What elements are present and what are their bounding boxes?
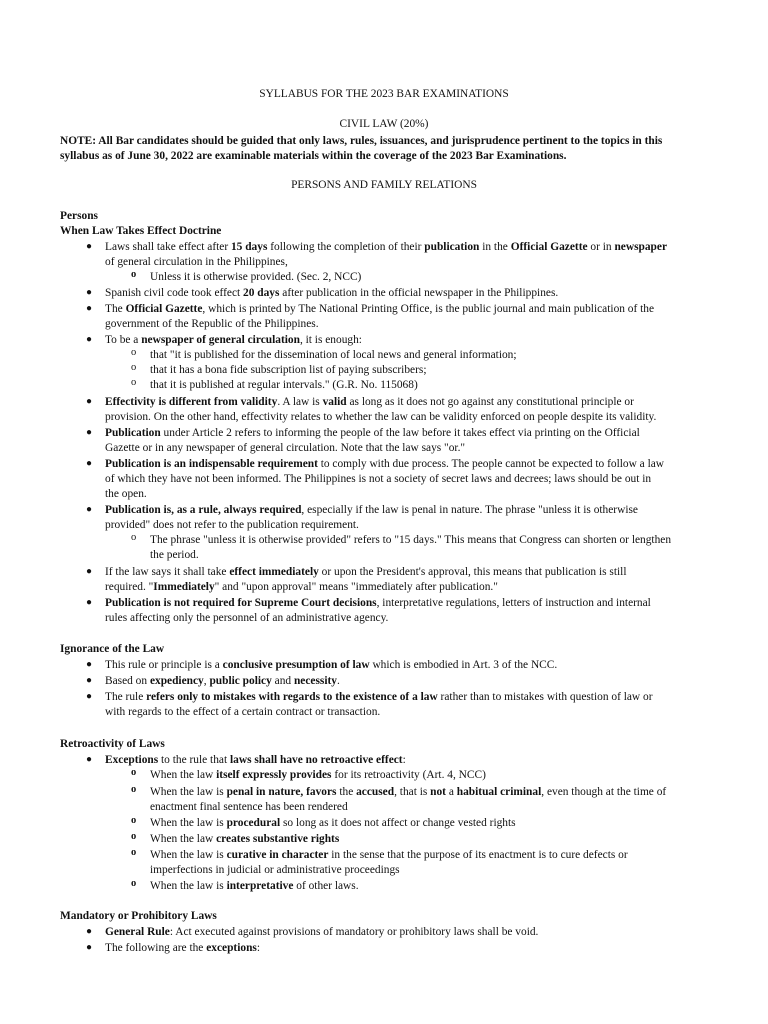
bullet-icon: ● [86, 396, 93, 407]
sub-bullet-icon: o [131, 362, 137, 373]
bullet-text: Publication under Article 2 refers to informing the people of the law before it takes effect via printing on the Official [105, 427, 640, 439]
document-title: SYLLABUS FOR THE 2023 BAR EXAMINATIONS [259, 88, 509, 100]
bullet-text-cont: of which they have not been informed. The Philippines is not a society of secret laws and decrees; laws should be out in [105, 473, 652, 485]
bullet-text-cont: provided" does not refer to the publication requirement. [105, 519, 359, 531]
subject-title: CIVIL LAW (20%) [339, 118, 429, 130]
bullet-text: This rule or principle is a conclusive presumption of law which is embodied in Art. 3 of the NCC. [105, 659, 558, 671]
sub-bullet-text: The phrase "unless it is otherwise provided" refers to "15 days." This means that Congress can shorten or lengthen [150, 534, 672, 546]
bullet-icon: ● [86, 691, 93, 702]
sub-bullet-icon: o [131, 347, 137, 358]
sub-bullet-icon: o [131, 815, 137, 826]
bullet-text: Based on expediency, public policy and necessity. [105, 675, 340, 687]
bullet-icon: ● [86, 942, 93, 953]
bullet-text: Effectivity is different from validity. A law is valid as long as it does not go against any constitutional principle or [105, 396, 634, 408]
bullet-text: Laws shall take effect after 15 days following the completion of their publication in the Official Gazette or in newspaper [105, 241, 667, 253]
ignorance-heading: Ignorance of the Law [60, 643, 165, 655]
bullet-text-cont: provision. On the other hand, effectivity relates to whether the law can be validity enforced on people despite its validity. [105, 411, 657, 423]
mandatory-heading: Mandatory or Prohibitory Laws [60, 910, 217, 922]
bullet-text: Exceptions to the rule that laws shall have no retroactive effect: [105, 754, 406, 766]
sub-bullet-icon: o [131, 831, 137, 842]
sub-bullet-icon: o [131, 847, 137, 858]
bullet-text: Publication is not required for Supreme Court decisions, interpretative regulations, letters of instruction and internal [105, 597, 651, 609]
bullet-icon: ● [86, 458, 93, 469]
note-line-2: syllabus as of June 30, 2022 are examinable materials within the coverage of the 2023 Bar Examinations. [60, 150, 567, 162]
sub-bullet-icon: o [131, 878, 137, 889]
retroactivity-heading: Retroactivity of Laws [60, 738, 165, 750]
sub-bullet-icon: o [131, 784, 137, 795]
sub-bullet-text-cont: the period. [150, 549, 199, 561]
persons-heading: Persons [60, 210, 98, 222]
sub-bullet-text-cont: enactment final sentence has been rendered [150, 801, 348, 813]
sub-bullet-text: When the law is procedural so long as it does not affect or change vested rights [150, 817, 516, 829]
bullet-icon: ● [86, 566, 93, 577]
sub-bullet-icon: o [131, 767, 137, 778]
bullet-text-cont: with regards to the effect of a certain contract or transaction. [105, 706, 381, 718]
sub-bullet-text: When the law creates substantive rights [150, 833, 340, 845]
bullet-icon: ● [86, 427, 93, 438]
sub-bullet-text: that it is published at regular intervals." (G.R. No. 115068) [150, 379, 418, 391]
bullet-text: The Official Gazette, which is printed by The National Printing Office, is the public journal and main publication of the [105, 303, 655, 315]
sub-bullet-text: When the law itself expressly provides for its retroactivity (Art. 4, NCC) [150, 769, 486, 781]
bullet-icon: ● [86, 659, 93, 670]
bullet-text: The rule refers only to mistakes with regards to the existence of a law rather than to mistakes with question of law or [105, 691, 653, 703]
sub-bullet-text: When the law is penal in nature, favors the accused, that is not a habitual criminal, even though at the time of [150, 786, 667, 798]
bullet-text-cont: the open. [105, 488, 147, 500]
bullet-text-cont: Gazette or in any newspaper of general circulation. Note that the law says "or." [105, 442, 466, 454]
sub-bullet-text: Unless it is otherwise provided. (Sec. 2, NCC) [150, 271, 362, 283]
bullet-text: General Rule: Act executed against provisions of mandatory or prohibitory laws shall be void. [105, 926, 539, 938]
sub-bullet-icon: o [131, 377, 137, 388]
sub-bullet-text: When the law is interpretative of other laws. [150, 880, 359, 892]
bullet-text-cont: of general circulation in the Philippines, [105, 256, 288, 268]
bullet-text: To be a newspaper of general circulation, it is enough: [105, 334, 362, 346]
sub-bullet-text-cont: imperfections in judicial or administrative proceedings [150, 864, 400, 876]
sub-bullet-text: that it has a bona fide subscription list of paying subscribers; [150, 364, 427, 376]
bullet-text-cont: rules affecting only the personnel of an administrative agency. [105, 612, 389, 624]
law-effect-subheading: When Law Takes Effect Doctrine [60, 225, 222, 237]
bullet-icon: ● [86, 675, 93, 686]
bullet-text-cont: government of the Republic of the Philippines. [105, 318, 319, 330]
bullet-text-cont: required. "Immediately" and "upon approval" means "immediately after publication." [105, 581, 498, 593]
note-line-1: NOTE: All Bar candidates should be guided that only laws, rules, issuances, and jurisprudence pertinent to the topics in this [60, 135, 663, 147]
section-title: PERSONS AND FAMILY RELATIONS [291, 179, 477, 191]
sub-bullet-text: that "it is published for the dissemination of local news and general information; [150, 349, 517, 361]
bullet-text: If the law says it shall take effect immediately or upon the President's approval, this means that publication is still [105, 566, 627, 578]
sub-bullet-text: When the law is curative in character in the sense that the purpose of its enactment is to cure defects or [150, 849, 628, 861]
bullet-icon: ● [86, 241, 93, 252]
bullet-icon: ● [86, 597, 93, 608]
bullet-text: Publication is, as a rule, always required, especially if the law is penal in nature. The phrase "unless it is otherwise [105, 504, 638, 516]
bullet-text: Spanish civil code took effect 20 days after publication in the official newspaper in the Philippines. [105, 287, 559, 299]
bullet-icon: ● [86, 504, 93, 515]
bullet-icon: ● [86, 926, 93, 937]
bullet-text: Publication is an indispensable requirement to comply with due process. The people cannot be expected to follow a law [105, 458, 665, 470]
bullet-text: The following are the exceptions: [105, 942, 261, 954]
bullet-icon: ● [86, 334, 93, 345]
bullet-icon: ● [86, 754, 93, 765]
sub-bullet-icon: o [131, 532, 137, 543]
sub-bullet-icon: o [131, 269, 137, 280]
bullet-icon: ● [86, 287, 93, 298]
bullet-icon: ● [86, 303, 93, 314]
